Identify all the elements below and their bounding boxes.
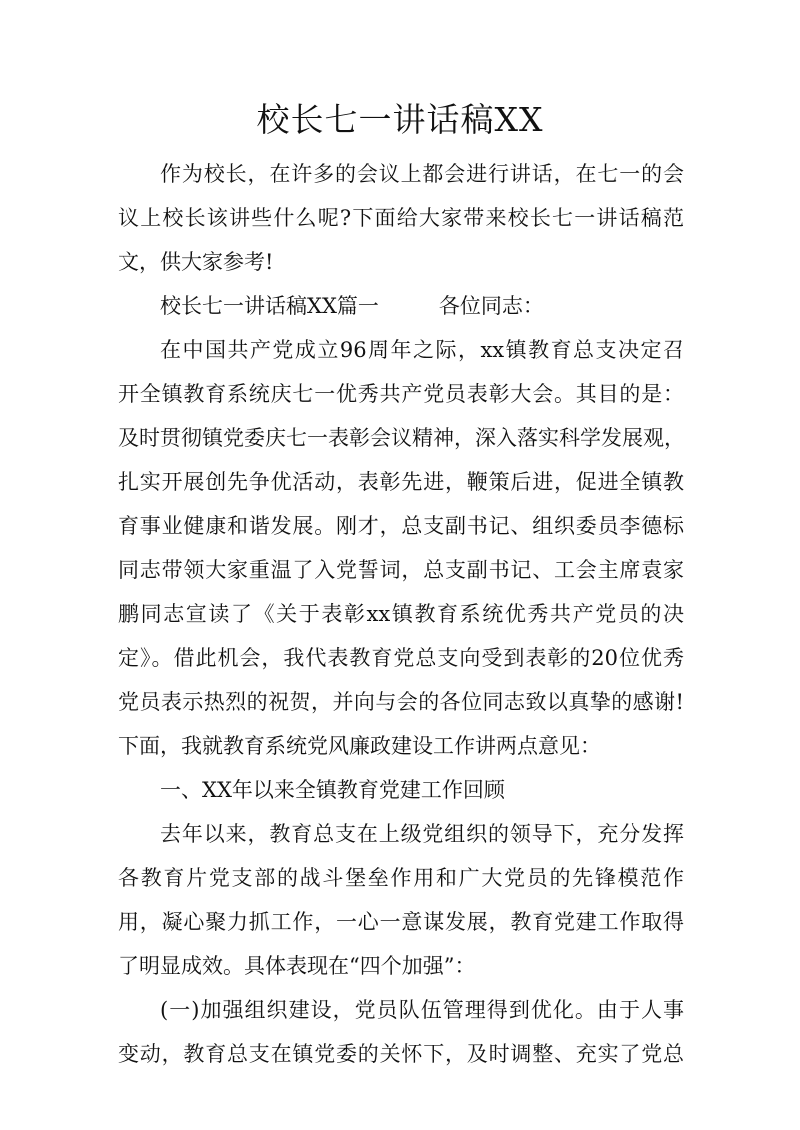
text-line: 变动，教育总支在镇党委的关怀下，及时调整、充实了党总 (118, 1042, 684, 1066)
text-line: 及时贯彻镇党委庆七一表彰会议精神，深入落实科学发展观， (118, 426, 685, 450)
section-title: 校长七一讲话稿XX篇一 (160, 294, 379, 318)
text-line: 文，供大家参考! (118, 250, 274, 274)
subheading: 一、XX年以来全镇教育党建工作回顾 (160, 778, 505, 802)
text-line: 议上校长该讲些什么呢?下面给大家带来校长七一讲话稿范 (118, 206, 684, 230)
document-title: 校长七一讲话稿XX (256, 100, 544, 139)
text-line: 在中国共产党成立96周年之际，xx镇教育总支决定召 (160, 338, 684, 362)
text-line: (一)加强组织建设，党员队伍管理得到优化。由于人事 (160, 998, 684, 1022)
text-line: 扎实开展创先争优活动，表彰先进，鞭策后进，促进全镇教 (118, 470, 684, 494)
document-body (118, 152, 684, 1076)
paragraph-review (118, 812, 684, 988)
text-line: 育事业健康和谐发展。刚才，总支副书记、组织委员李德标 (118, 514, 684, 538)
text-line: 各教育片党支部的战斗堡垒作用和广大党员的先锋模范作 (118, 866, 684, 890)
text-line: 了明显成效。具体表现在“四个加强”： (118, 954, 476, 978)
text-line: 党员表示热烈的祝贺，并向与会的各位同志致以真挚的感谢! (118, 690, 684, 714)
text-line: 同志带领大家重温了入党誓词，总支副书记、工会主席袁家 (118, 558, 684, 582)
text-line: 作为校长，在许多的会议上都会进行讲话，在七一的会 (160, 162, 684, 186)
text-line: 下面，我就教育系统党风廉政建设工作讲两点意见： (118, 734, 601, 758)
paragraph-intro (118, 152, 684, 284)
text-line (118, 284, 684, 328)
salutation: 各位同志： (438, 294, 544, 318)
text-line: 开全镇教育系统庆七一优秀共产党员表彰大会。其目的是： (118, 382, 684, 406)
text-line: 鹏同志宣读了《关于表彰xx镇教育系统优秀共产党员的决 (118, 602, 684, 626)
text-line: 用，凝心聚力抓工作，一心一意谋发展，教育党建工作取得 (118, 910, 684, 934)
paragraph-organization (118, 988, 684, 1076)
paragraph-section-heading (118, 284, 684, 328)
paragraph-subheading (118, 768, 684, 812)
text-line: 定》。借此机会，我代表教育党总支向受到表彰的20位优秀 (118, 646, 684, 670)
text-line: 去年以来，教育总支在上级党组织的领导下，充分发挥 (160, 822, 684, 846)
paragraph-opening (118, 328, 684, 768)
